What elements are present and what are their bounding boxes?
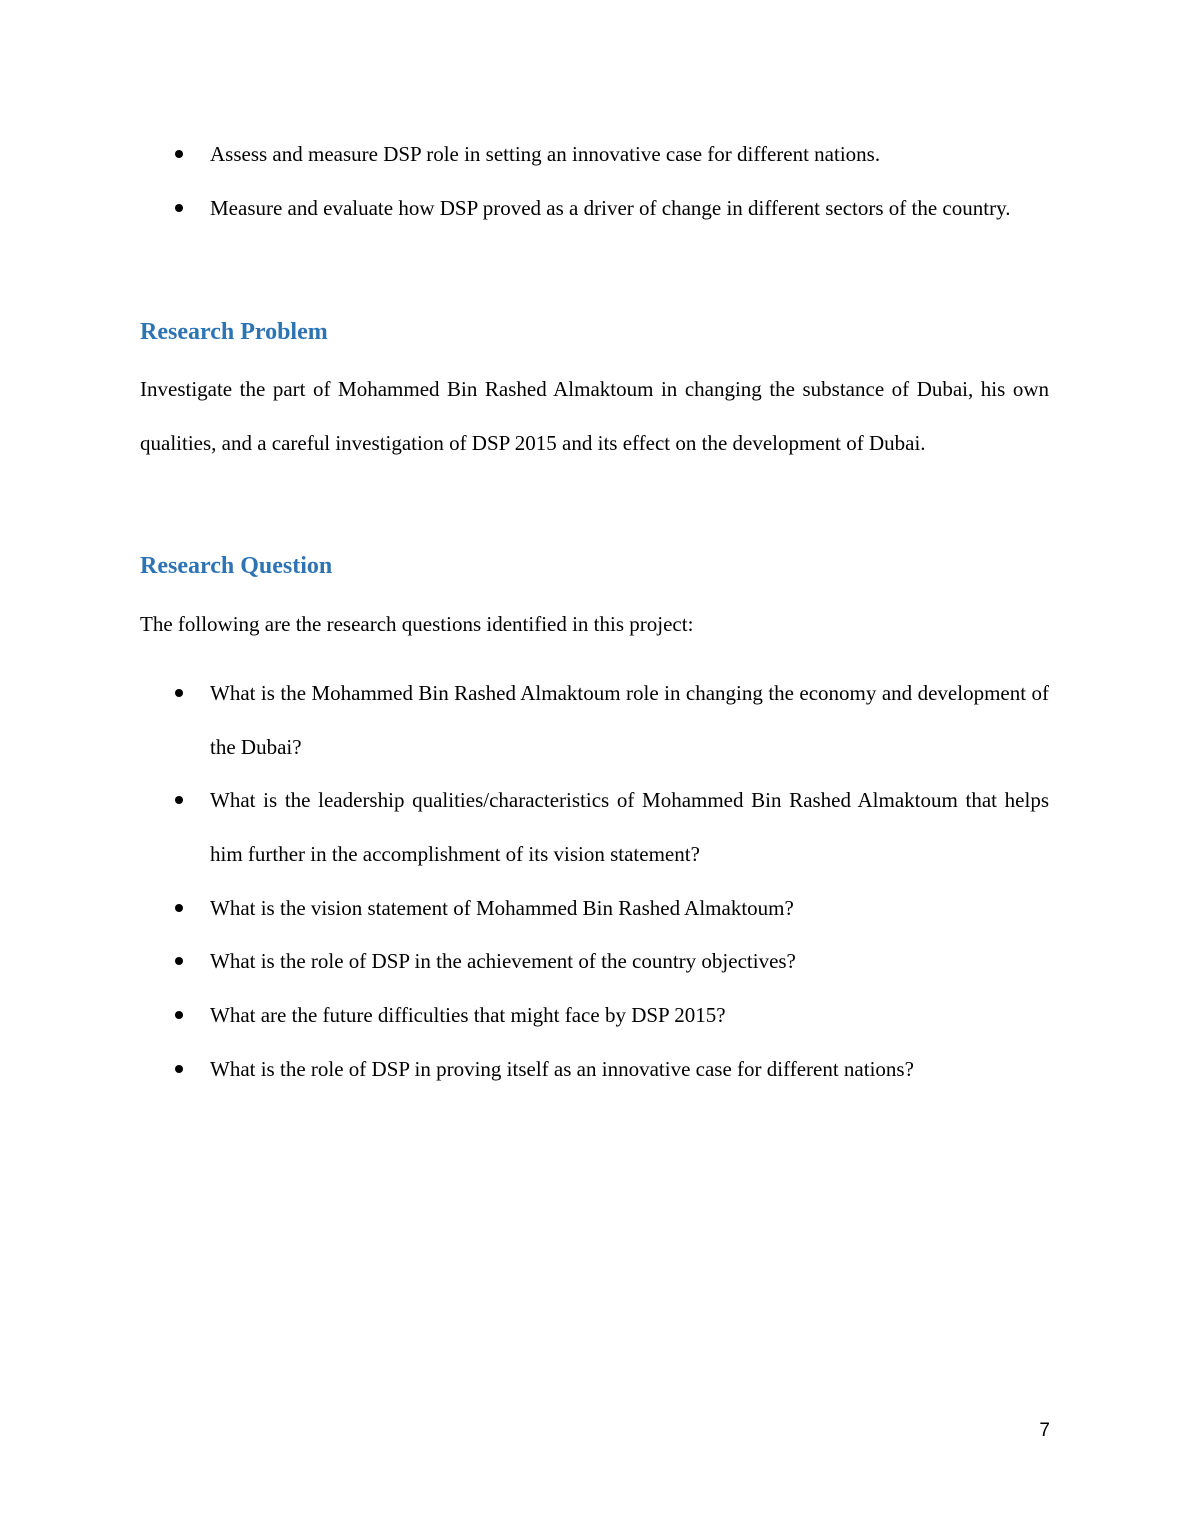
bullet-icon <box>175 1065 183 1073</box>
question-text: What is the vision statement of Mohammed Bin Rashed Almaktoum? <box>210 896 794 920</box>
research-question-heading: Research Question <box>140 553 333 579</box>
question-text: What is the role of DSP in proving itself as an innovative case for different nations? <box>210 1057 914 1081</box>
bullet-icon <box>175 204 183 212</box>
bullet-icon <box>175 957 183 965</box>
bullet-icon <box>175 689 183 697</box>
research-problem-paragraph: Investigate the part of Mohammed Bin Rashed Almaktoum in changing the substance of Dubai, his own qualities, and a careful investigation of DSP 2015 and its effect on the development of Dubai. <box>140 377 1049 455</box>
research-question-intro: The following are the research questions identified in this project: <box>140 612 694 636</box>
page-number: 7 <box>1039 1420 1050 1441</box>
question-text: What is the leadership qualities/characteristics of Mohammed Bin Rashed Almaktoum that helps him further in the accomplishment of its vision statement? <box>210 788 1049 866</box>
question-text: What is the role of DSP in the achievement of the country objectives? <box>210 949 796 973</box>
bullet-icon <box>175 904 183 912</box>
bullet-text: Assess and measure DSP role in setting an innovative case for different nations. <box>210 142 881 166</box>
bullet-icon <box>175 796 183 804</box>
bullet-text: Measure and evaluate how DSP proved as a driver of change in different sectors of the country. <box>210 196 1011 220</box>
bullet-icon <box>175 1011 183 1019</box>
bullet-icon <box>175 150 183 158</box>
question-text: What are the future difficulties that might face by DSP 2015? <box>210 1003 726 1027</box>
research-problem-heading: Research Problem <box>140 319 328 345</box>
question-text: What is the Mohammed Bin Rashed Almaktoum role in changing the economy and development of the Dubai? <box>210 681 1049 759</box>
